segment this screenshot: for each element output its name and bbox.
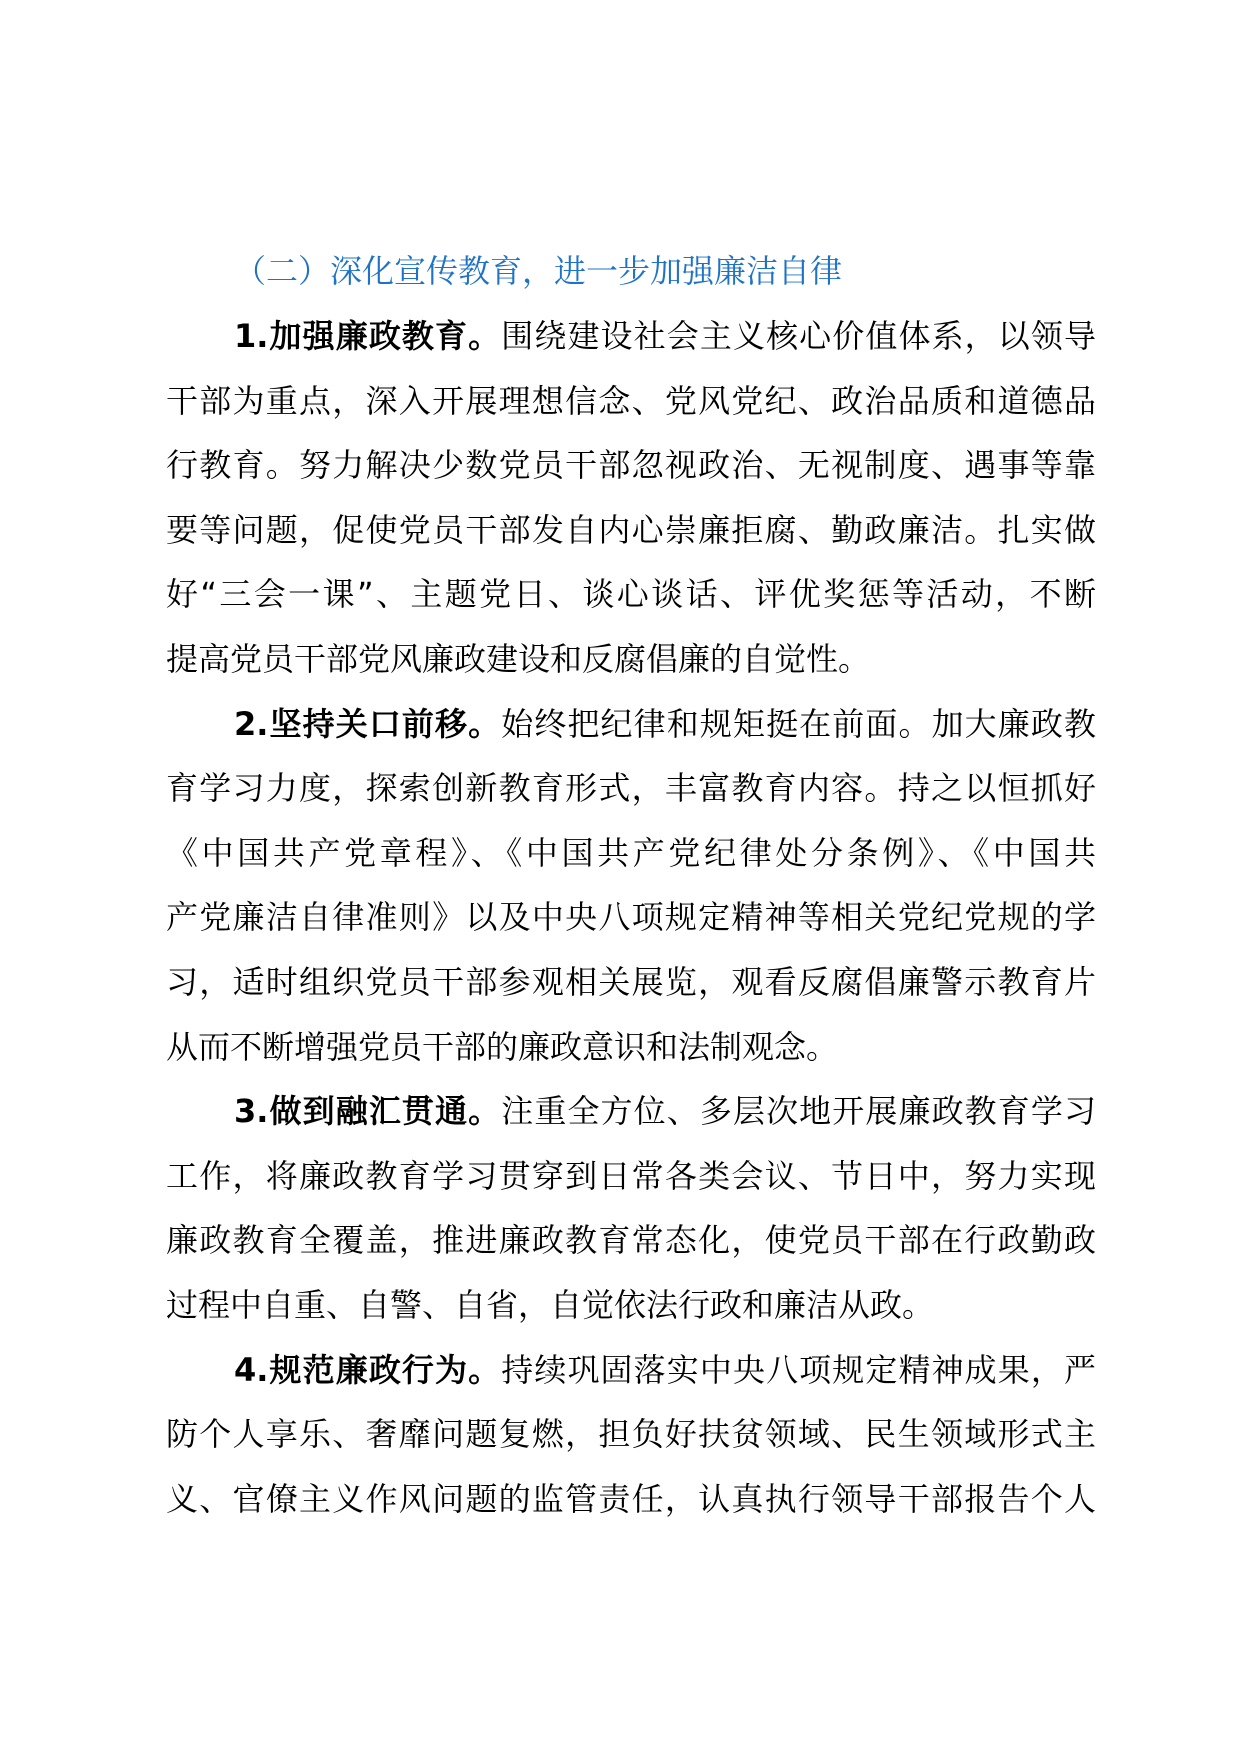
paragraph-line: 义、官僚主义作风问题的监管责任，认真执行领导干部报告个人 [166, 1479, 1096, 1518]
paragraph-line: 从而不断增强党员干部的廉政意识和法制观念。 [166, 1027, 839, 1066]
paragraph-line: 工作，将廉政教育学习贯穿到日常各类会议、节日中，努力实现 [166, 1156, 1096, 1195]
paragraph-line: 产党廉洁自律准则》以及中央八项规定精神等相关党纪党规的学 [166, 898, 1096, 937]
paragraph-line: 育学习力度，探索创新教育形式，丰富教育内容。持之以恒抓好 [166, 769, 1096, 808]
paragraph-line: 好“三会一课”、主题党日、谈心谈话、评优奖惩等活动，不断 [166, 575, 1096, 614]
paragraph-lead: 4.规范廉政行为。 [234, 1350, 502, 1389]
document-page [166, 238, 1096, 1531]
paragraph-line: 提高党员干部党风廉政建设和反腐倡廉的自觉性。 [166, 639, 871, 678]
paragraph-line: 3.做到融汇贯通。注重全方位、多层次地开展廉政教育学习 [234, 1092, 1096, 1131]
paragraph-line: 行教育。努力解决少数党员干部忽视政治、无视制度、遇事等靠 [166, 446, 1096, 485]
paragraph-1 [166, 304, 1096, 692]
paragraph-line: 防个人享乐、奢靡问题复燃，担负好扶贫领域、民生领域形式主 [166, 1415, 1096, 1454]
paragraph-line: 习，适时组织党员干部参观相关展览，观看反腐倡廉警示教育片 [166, 962, 1096, 1001]
paragraph-line: 《中国共产党章程》、《中国共产党纪律处分条例》、《中国共 [166, 833, 1096, 872]
paragraph-2 [166, 692, 1096, 1080]
paragraph-line: 廉政教育全覆盖，推进廉政教育常态化，使党员干部在行政勤政 [166, 1221, 1096, 1260]
paragraph-4 [166, 1338, 1096, 1532]
paragraph-line: 2.坚持关口前移。始终把纪律和规矩挺在前面。加大廉政教 [234, 704, 1096, 743]
paragraph-line: 过程中自重、自警、自省，自觉依法行政和廉洁从政。 [166, 1285, 935, 1324]
paragraph-line: 干部为重点，深入开展理想信念、党风党纪、政治品质和道德品 [166, 381, 1096, 420]
paragraph-line: 4.规范廉政行为。持续巩固落实中央八项规定精神成果，严 [234, 1350, 1096, 1389]
paragraph-line: 要等问题，促使党员干部发自内心崇廉拒腐、勤政廉洁。扎实做 [166, 510, 1096, 549]
paragraph-line: 1.加强廉政教育。围绕建设社会主义核心价值体系，以领导 [234, 317, 1096, 355]
paragraph-lead: 3.做到融汇贯通。 [234, 1092, 502, 1131]
paragraph-lead: 2.坚持关口前移。 [234, 704, 502, 743]
paragraph-lead: 1.加强廉政教育。 [234, 317, 502, 355]
paragraph-3 [166, 1079, 1096, 1337]
section-heading: （二）深化宣传教育，进一步加强廉洁自律 [234, 252, 843, 290]
